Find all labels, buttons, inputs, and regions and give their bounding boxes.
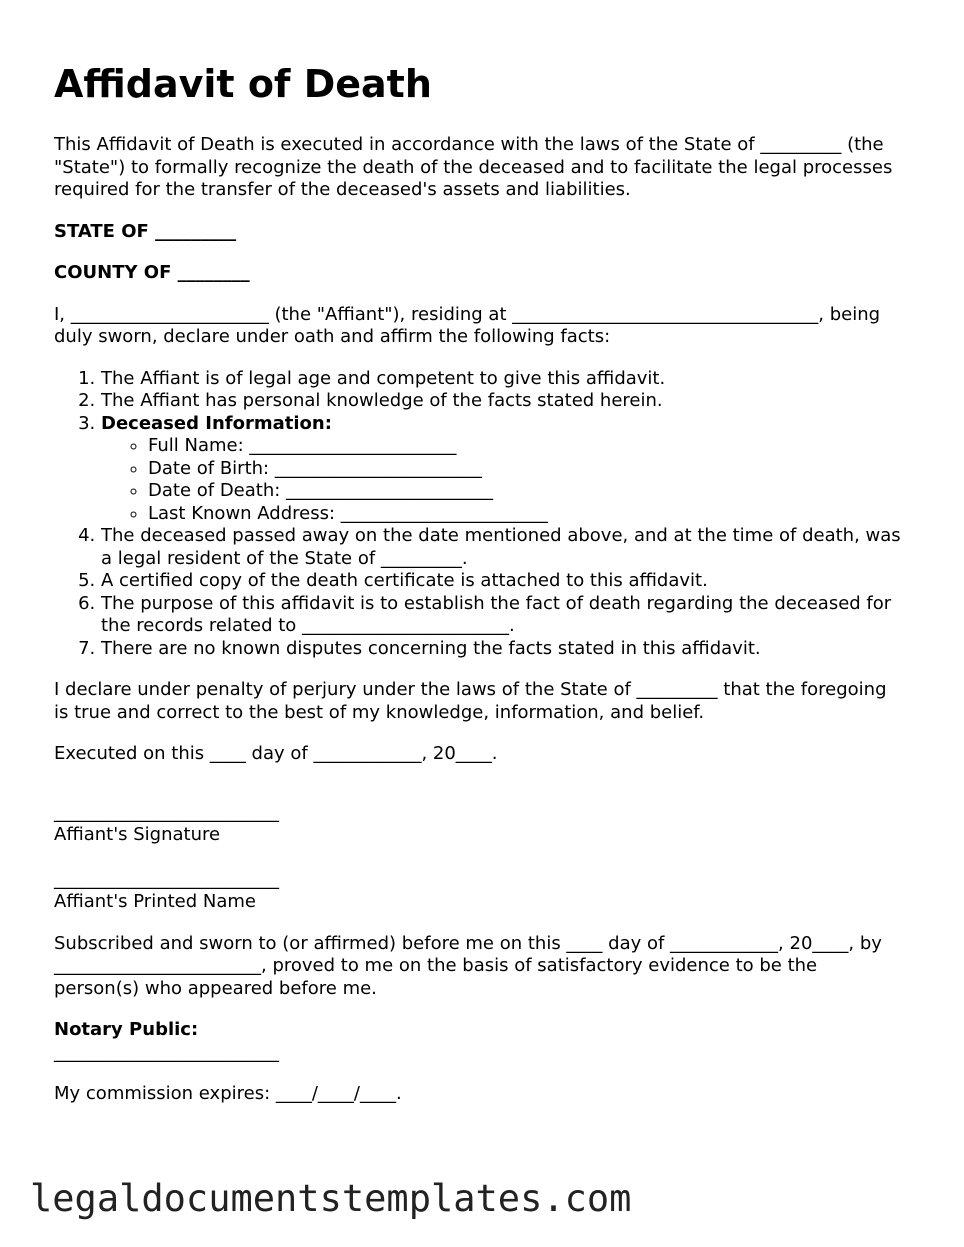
deceased-last-known-address: ◦ Last Known Address: _______________________ (148, 503, 904, 526)
affiant-signature-line: _________________________ (54, 801, 279, 823)
deceased-full-name: ◦ Full Name: _______________________ (148, 435, 904, 458)
notary-signature-line: _________________________ (54, 1041, 279, 1063)
intro-paragraph: This Affidavit of Death is executed in accordance with the laws of the State of _________ (the "State") to formally recognize the death of the deceased and to facilitate the legal processes required for the transfer of the deceased's assets and liabilities. (54, 134, 893, 200)
affiant-printed-name-line: _________________________ (54, 868, 279, 890)
notary-block (54, 1019, 904, 1064)
deceased-info-heading: Deceased Information: (101, 412, 332, 434)
county-line: COUNTY OF ________ (54, 262, 250, 283)
affidavit-document (54, 62, 904, 1125)
facts-list (54, 368, 904, 661)
affiant-signature-block (54, 802, 904, 847)
fact-item-2: 2. The Affiant has personal knowledge of the facts stated herein. (101, 390, 904, 413)
deceased-date-of-birth: ◦ Date of Birth: _______________________ (148, 458, 904, 481)
declaration-paragraph: I declare under penalty of perjury under the laws of the State of _________ that the foregoing is true and correct to the best of my knowledge, information, and belief. (54, 679, 887, 723)
fact-item-1: 1. The Affiant is of legal age and competent to give this affidavit. (101, 368, 904, 391)
fact-item-4: 4. The deceased passed away on the date mentioned above, and at the time of death, was a legal resident of the State of _________. (101, 525, 904, 570)
executed-on-line: Executed on this ____ day of ____________, 20____. (54, 743, 498, 764)
fact-item-6: 6. The purpose of this affidavit is to establish the fact of death regarding the deceased for the records related to _______________________. (101, 593, 904, 638)
document-title: Affidavit of Death (54, 62, 432, 106)
fact-item-7: 7. There are no known disputes concerning the facts stated in this affidavit. (101, 638, 904, 661)
affiant-statement: I, ______________________ (the "Affiant"), residing at __________________________________, being duly sworn, declare under oath and affirm the following facts: (54, 303, 881, 347)
watermark-text: legaldocumentstemplates.com (30, 1177, 632, 1220)
affiant-signature-label: Affiant's Signature (54, 824, 221, 845)
subscribed-paragraph: Subscribed and sworn to (or affirmed) before me on this ____ day of ____________, 20____, by _______________________, proved to me on the basis of satisfactory evidence to be the person(s) who appeared before me. (54, 932, 882, 999)
affiant-printed-name-block (54, 869, 904, 914)
notary-label: Notary Public: (54, 1019, 199, 1040)
state-line: STATE OF _________ (54, 220, 237, 242)
affiant-printed-name-label: Affiant's Printed Name (54, 891, 256, 912)
fact-item-3 (101, 413, 904, 526)
commission-expires: My commission expires: ____/____/____. (54, 1083, 402, 1104)
fact-item-5: 5. A certified copy of the death certificate is attached to this affidavit. (101, 570, 904, 593)
deceased-date-of-death: ◦ Date of Death: _______________________ (148, 480, 904, 503)
deceased-info-list (101, 435, 904, 525)
